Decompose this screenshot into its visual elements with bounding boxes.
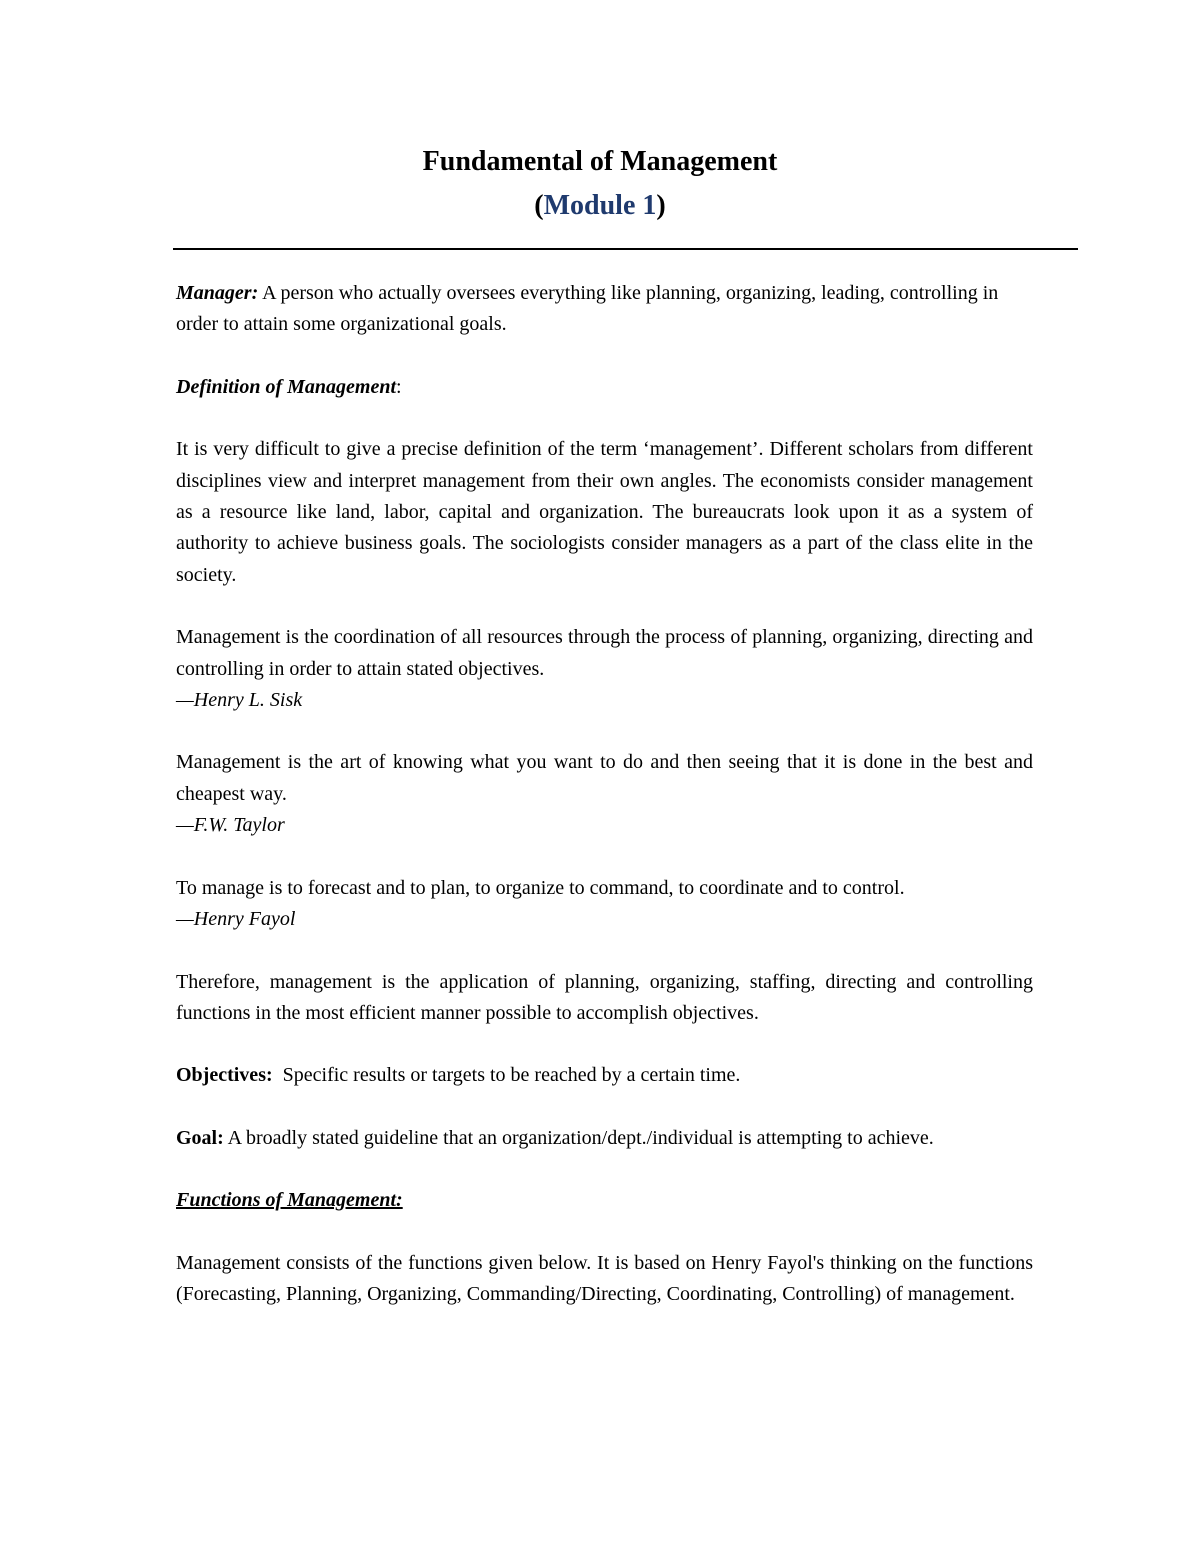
conclusion-paragraph: Therefore, management is the application of planning, organizing, staffing, directing and controlling functions in the most efficient manner possible to accomplish objectives. — [176, 970, 1033, 1024]
quote-sisk-author: —Henry L. Sisk — [176, 689, 303, 712]
quote-taylor-text: Management is the art of knowing what you want to do and then seeing that it is done in the best and cheapest way. — [176, 751, 1033, 805]
title-divider — [173, 248, 1078, 250]
functions-heading — [176, 1185, 1033, 1216]
document-body — [176, 278, 1033, 1341]
goal-label: Goal: — [176, 1126, 224, 1149]
objectives-paragraph — [176, 1060, 1033, 1091]
manager-text: A person who actually oversees everything like planning, organizing, leading, controlling in order to attain some organizational goals. — [176, 282, 999, 336]
document-title: Fundamental of Management — [422, 146, 778, 177]
module-open-paren: ( — [534, 190, 544, 221]
objectives-label: Objectives: — [176, 1064, 273, 1087]
objectives-text: Specific results or targets to be reached by a certain time. — [272, 1064, 741, 1087]
definition-intro-paragraph: It is very difficult to give a precise definition of the term ‘management’. Different scholars from different disciplines view and interpret management from their own angles. The economists consider management as a resource like land, labor, capital and organization. The bureaucrats look upon it as a system of authority to achieve business goals. The sociologists consider managers as a part of the class elite in the society. — [176, 438, 1033, 586]
goal-paragraph — [176, 1123, 1033, 1154]
quote-sisk-text: Management is the coordination of all resources through the process of planning, organizing, directing and controlling in order to attain stated objectives. — [176, 626, 1033, 680]
functions-paragraph: Management consists of the functions given below. It is based on Henry Fayol's thinking on the functions (Forecasting, Planning, Organizing, Commanding/Directing, Coordinating, Controlling) of management. — [176, 1251, 1033, 1305]
manager-paragraph — [176, 278, 1033, 341]
quote-fayol-text: To manage is to forecast and to plan, to organize to command, to coordinate and to control. — [176, 876, 905, 899]
module-label: Module 1 — [543, 190, 657, 221]
goal-text: A broadly stated guideline that an organization/dept./individual is attempting to achieve. — [223, 1126, 934, 1149]
definition-heading — [176, 372, 1033, 403]
definition-heading-text: Definition of Management — [176, 375, 397, 398]
functions-heading-text: Functions of Management: — [176, 1189, 403, 1212]
quote-fayol-author: —Henry Fayol — [176, 908, 296, 931]
title-block — [0, 140, 1200, 228]
quote-taylor-author: —F.W. Taylor — [176, 814, 285, 837]
manager-label: Manager: — [176, 282, 259, 304]
module-close-paren: ) — [656, 190, 666, 221]
module-subtitle — [0, 184, 1200, 228]
definition-heading-colon: : — [396, 375, 402, 398]
